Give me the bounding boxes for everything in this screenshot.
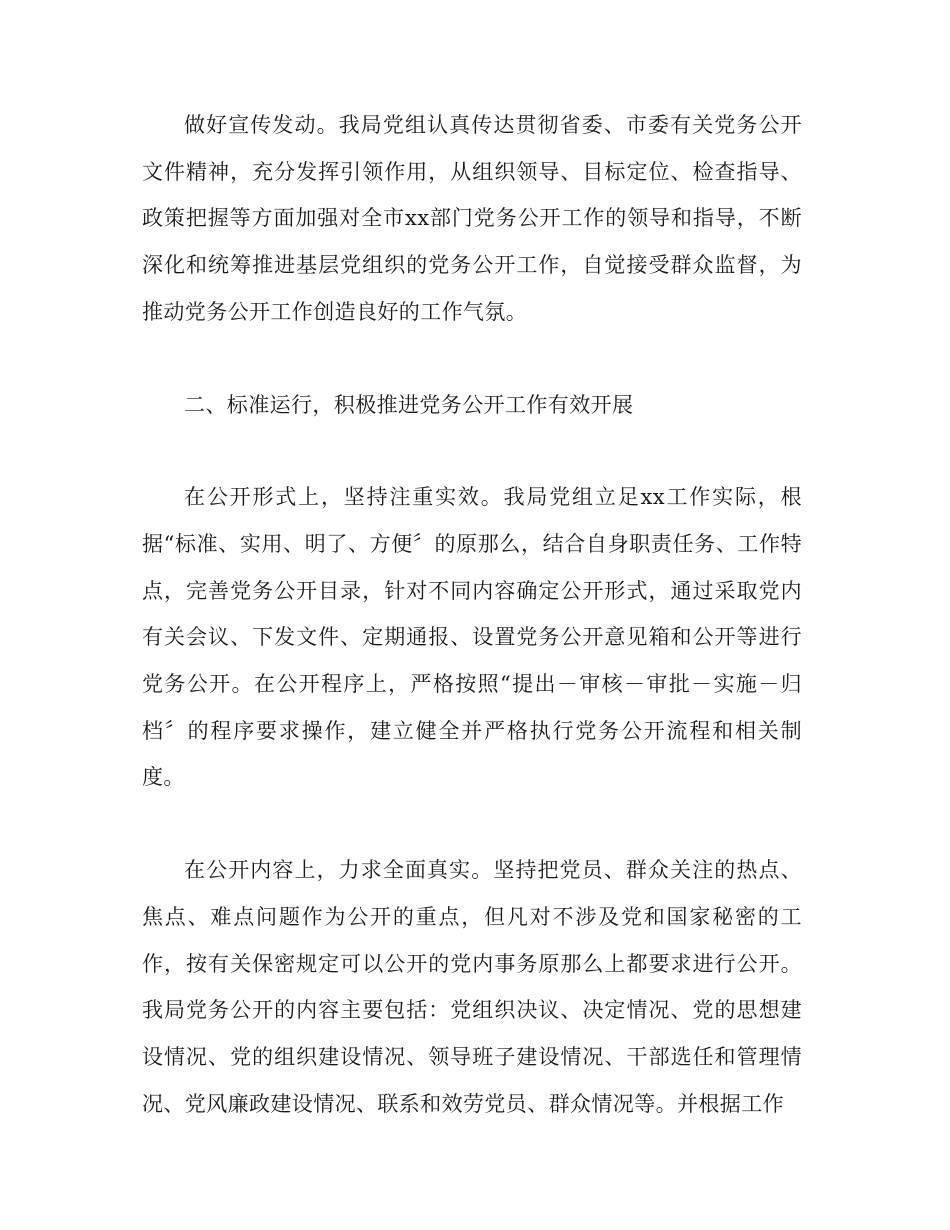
section-heading-two: 二、标准运行，积极推进党务公开工作有效开展 (184, 392, 634, 417)
paragraph-disclosure-form: 在公开形式上，坚持注重实效。我局党组立足xx工作实际，根据“标准、实用、明了、方便〞的原那么，结合自身职责任务、工作特点，完善党务公开目录，针对不同内容确定公开形式，通过采取党内有关会议、下发文件、定期通报、设置党务公开意见箱和公开等进行党务公开。在公开程序上，严格按照“提出－审核－审批－实施－归档〞的程序要求操作，建立健全并严格执行党务公开流程和相关制度。 (142, 485, 802, 790)
document-body (142, 102, 802, 1127)
paragraph-gap (142, 336, 802, 382)
paragraph-gap (142, 428, 802, 474)
paragraph-disclosure-content: 在公开内容上，力求全面真实。坚持把党员、群众关注的热点、焦点、难点问题作为公开的重点，但凡对不涉及党和国家秘密的工作，按有关保密规定可以公开的党内事务原那么上都要求进行公开。我局党务公开的内容主要包括：党组织决议、决定情况、党的思想建设情况、党的组织建设情况、领导班子建设情况、干部选任和管理情况、党风廉政建设情况、联系和效劳党员、群众情况等。并根据工作 (142, 858, 802, 1116)
paragraph-gap (142, 801, 802, 847)
paragraph-publicity: 做好宣传发动。我局党组认真传达贯彻省委、市委有关党务公开文件精神，充分发挥引领作用，从组织领导、目标定位、检查指导、政策把握等方面加强对全市xx部门党务公开工作的领导和指导，不断深化和统筹推进基层党组织的党务公开工作，自觉接受群众监督，为推动党务公开工作创造良好的工作气氛。 (142, 113, 802, 324)
